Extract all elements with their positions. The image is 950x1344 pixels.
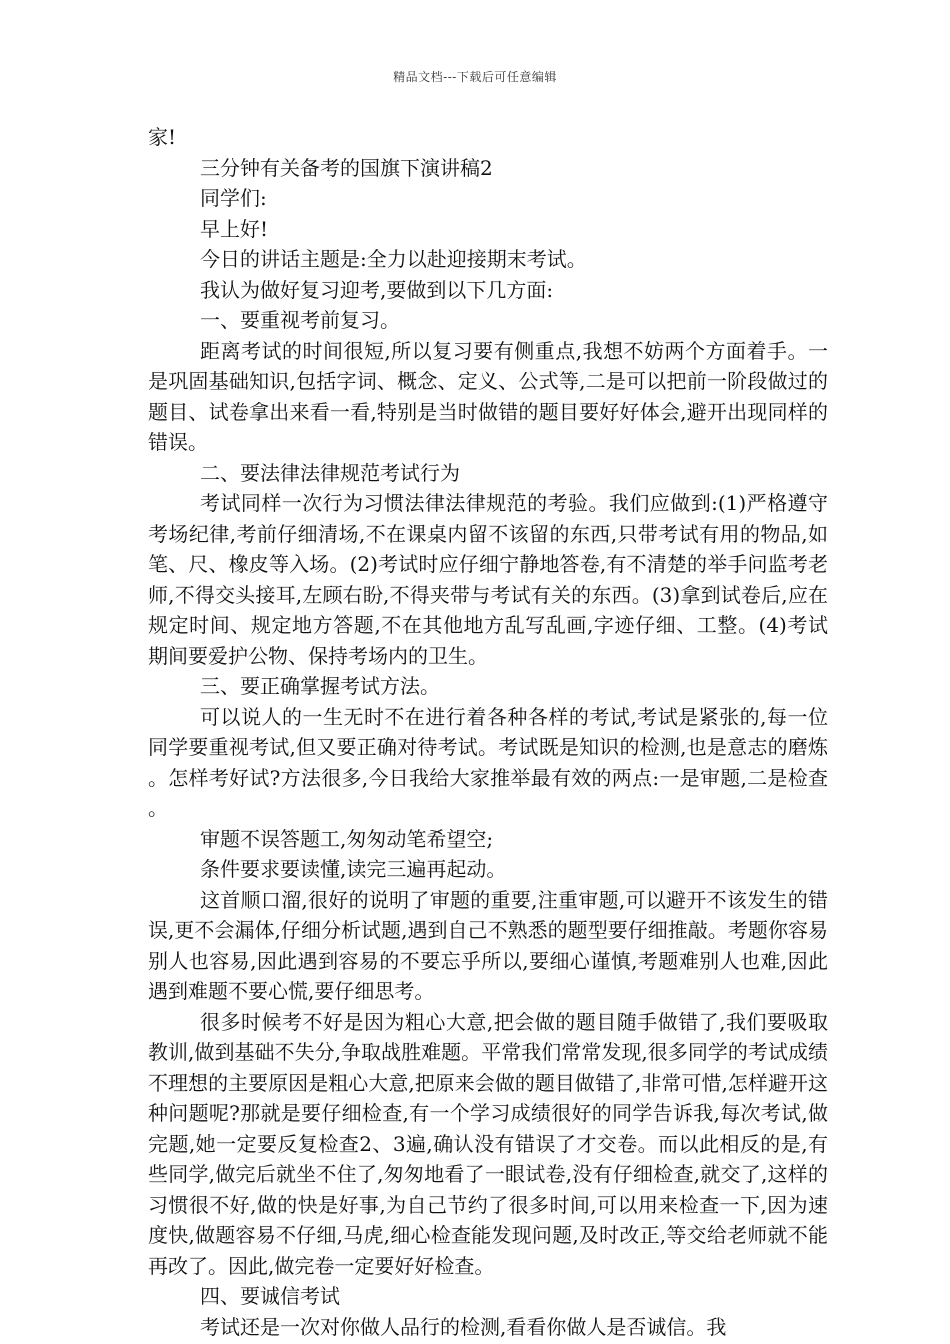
section-heading-3: 三、要正确掌握考试方法。 [200,674,440,698]
section-heading-4: 四、要诚信考试 [200,1284,340,1308]
page-header: 精品文档---下载后可任意编辑 [393,70,557,84]
section-2-body: 考试同样一次行为习惯法律法律规范的考验。我们应做到:(1)严格遵守考场纪律,考前仔细清场,不在课桌内留不该留的东西,只带考试有用的物品,如笔、尺、橡皮等入场。(2)考试时应仔细宁静地答卷,有不清楚的举手问监考老师,不得交头接耳,左顾右盼,不得夹带与考试有关的东西。(3)拿到试卷后,应在规定时间、规定地方答题,不在其他地方乱写乱画,字迹仔细、工整。(4)考试期间要爱护公物、保持考场内的卫生。 [148,491,828,668]
greeting: 早上好! [200,216,269,241]
paragraph-continuation: 家! [148,125,177,149]
section-3-check-paragraph: 很多时候考不好是因为粗心大意,把会做的题目随手做错了,我们要吸取教训,做到基础不失分,争取战胜难题。平常我们常常发现,很多同学的考试成绩不理想的主要原因是粗心大意,把原来会做的题目做错了,非常可惜,怎样避开这种问题呢?那就是要仔细检查,有一个学习成绩很好的同学告诉我,每次考试,做完题,她一定要反复检查2、3遍,确认没有错误了才交卷。而以此相反的是,有些同学,做完后就坐不住了,匆匆地看了一眼试卷,没有仔细检查,就交了,这样的习惯很不好,做的快是好事,为自己节约了很多时间,可以用来检查一下,因为速度快,做题容易不仔细,马虎,细心检查能发现问题,及时改正,等交给老师就不能再改了。因此,做完卷一定要好好检查。 [148,1009,828,1278]
section-3-review-paragraph: 这首顺口溜,很好的说明了审题的重要,注重审题,可以避开不该发生的错误,更不会漏体,仔细分析试题,遇到自己不熟悉的题型要仔细推敲。考题你容易别人也容易,因此遇到容易的不要忘乎所以,要细心谨慎,考题难别人也难,因此遇到难题不要心慌,要仔细思考。 [148,887,828,1003]
section-heading-2: 二、要法律法律规范考试行为 [200,460,460,485]
section-3-body: 可以说人的一生无时不在进行着各种各样的考试,考试是紧张的,每一位同学要重视考试,但又要正确对待考试。考试既是知识的检测,也是意志的磨炼。怎样考好试?方法很多,今日我给大家推举最有效的两点:一是审题,二是检查。 [148,704,828,820]
section-1-body: 距离考试的时间很短,所以复习要有侧重点,我想不妨两个方面着手。一是巩固基础知识,包括字词、概念、定义、公式等,二是可以把前一阶段做过的题目、试卷拿出来看一看,特别是当时做错的题目要好好体会,避开出现同样的错误。 [148,338,828,454]
section-heading-1: 一、要重视考前复习。 [200,308,400,332]
document-title: 三分钟有关备考的国旗下演讲稿2 [200,155,493,180]
intro-paragraph: 我认为做好复习迎考,要做到以下几方面: [200,277,554,302]
speech-topic: 今日的讲话主题是:全力以赴迎接期末考试。 [200,247,587,271]
rhyme-line-2: 条件要求要读懂,读完三遍再起动。 [200,857,507,881]
rhyme-line-1: 审题不误答题工,匆匆动笔希望空; [200,826,494,851]
salutation: 同学们: [200,186,267,210]
document-body [148,122,828,1342]
section-4-body: 考试还是一次对你做人品行的检测,看看你做人是否诚信。我 [200,1314,727,1339]
